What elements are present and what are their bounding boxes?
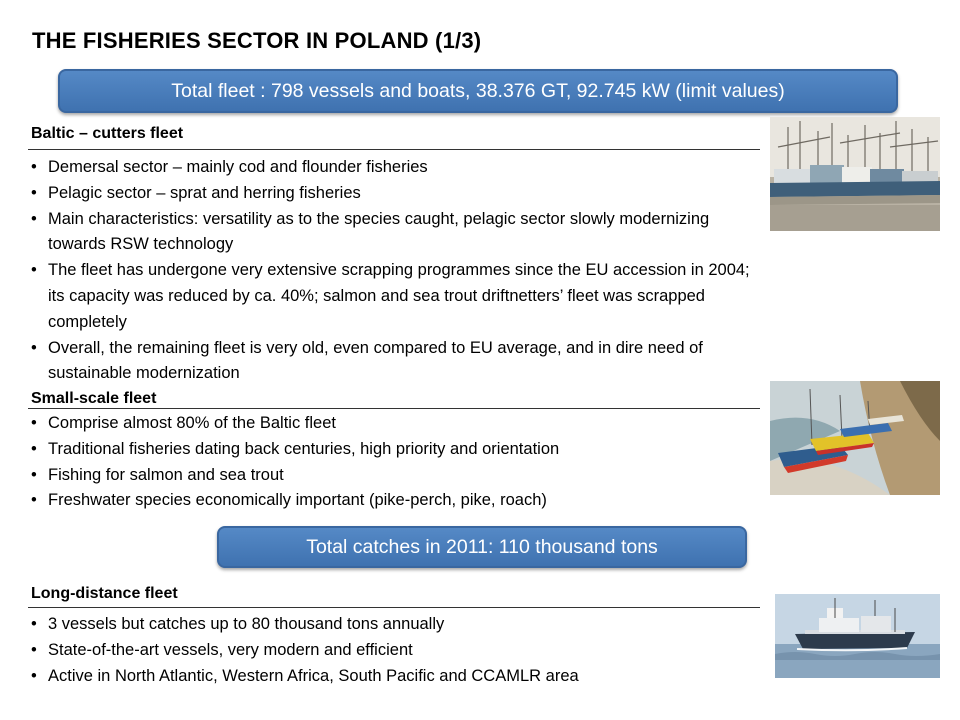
small-scale-list: [31, 411, 761, 514]
small-scale-heading: Small-scale fleet: [31, 390, 157, 407]
trawler-at-sea-photo: [775, 594, 940, 678]
list-item: • Traditional fisheries dating back centuries, high priority and orientation: [31, 437, 761, 463]
small-boats-beach-photo: [770, 381, 940, 495]
list-item: • Pelagic sector – sprat and herring fisheries: [31, 181, 761, 207]
list-item: • The fleet has undergone very extensive scrapping programmes since the EU accession in 2004; its capacity was reduced by ca. 40%; salmon and sea trout driftnetters’ fleet was scrapped completely: [31, 258, 761, 335]
cutters-harbour-photo: [770, 117, 940, 231]
baltic-divider: [28, 149, 760, 150]
long-distance-heading: Long-distance fleet: [31, 585, 178, 602]
total-catches-banner: Total catches in 2011: 110 thousand tons: [217, 526, 747, 568]
list-item: • State-of-the-art vessels, very modern and efficient: [31, 638, 761, 664]
total-fleet-banner: Total fleet : 798 vessels and boats, 38.376 GT, 92.745 kW (limit values): [58, 69, 898, 113]
page-title: THE FISHERIES SECTOR IN POLAND (1/3): [32, 28, 482, 53]
list-item: • Freshwater species economically important (pike-perch, pike, roach): [31, 488, 761, 514]
list-item: • Main characteristics: versatility as to the species caught, pelagic sector slowly modernizing towards RSW technology: [31, 207, 761, 259]
list-item: • 3 vessels but catches up to 80 thousand tons annually: [31, 612, 761, 638]
small-scale-divider: [28, 408, 760, 409]
list-item: • Active in North Atlantic, Western Africa, South Pacific and CCAMLR area: [31, 664, 761, 690]
list-item: • Comprise almost 80% of the Baltic fleet: [31, 411, 761, 437]
list-item: • Overall, the remaining fleet is very old, even compared to EU average, and in dire need of sustainable modernization: [31, 336, 761, 388]
long-distance-list: [31, 612, 761, 689]
list-item: • Demersal sector – mainly cod and flounder fisheries: [31, 155, 761, 181]
baltic-list: [31, 155, 761, 387]
baltic-heading: Baltic – cutters fleet: [31, 125, 184, 142]
long-distance-divider: [28, 607, 760, 608]
list-item: • Fishing for salmon and sea trout: [31, 463, 761, 489]
